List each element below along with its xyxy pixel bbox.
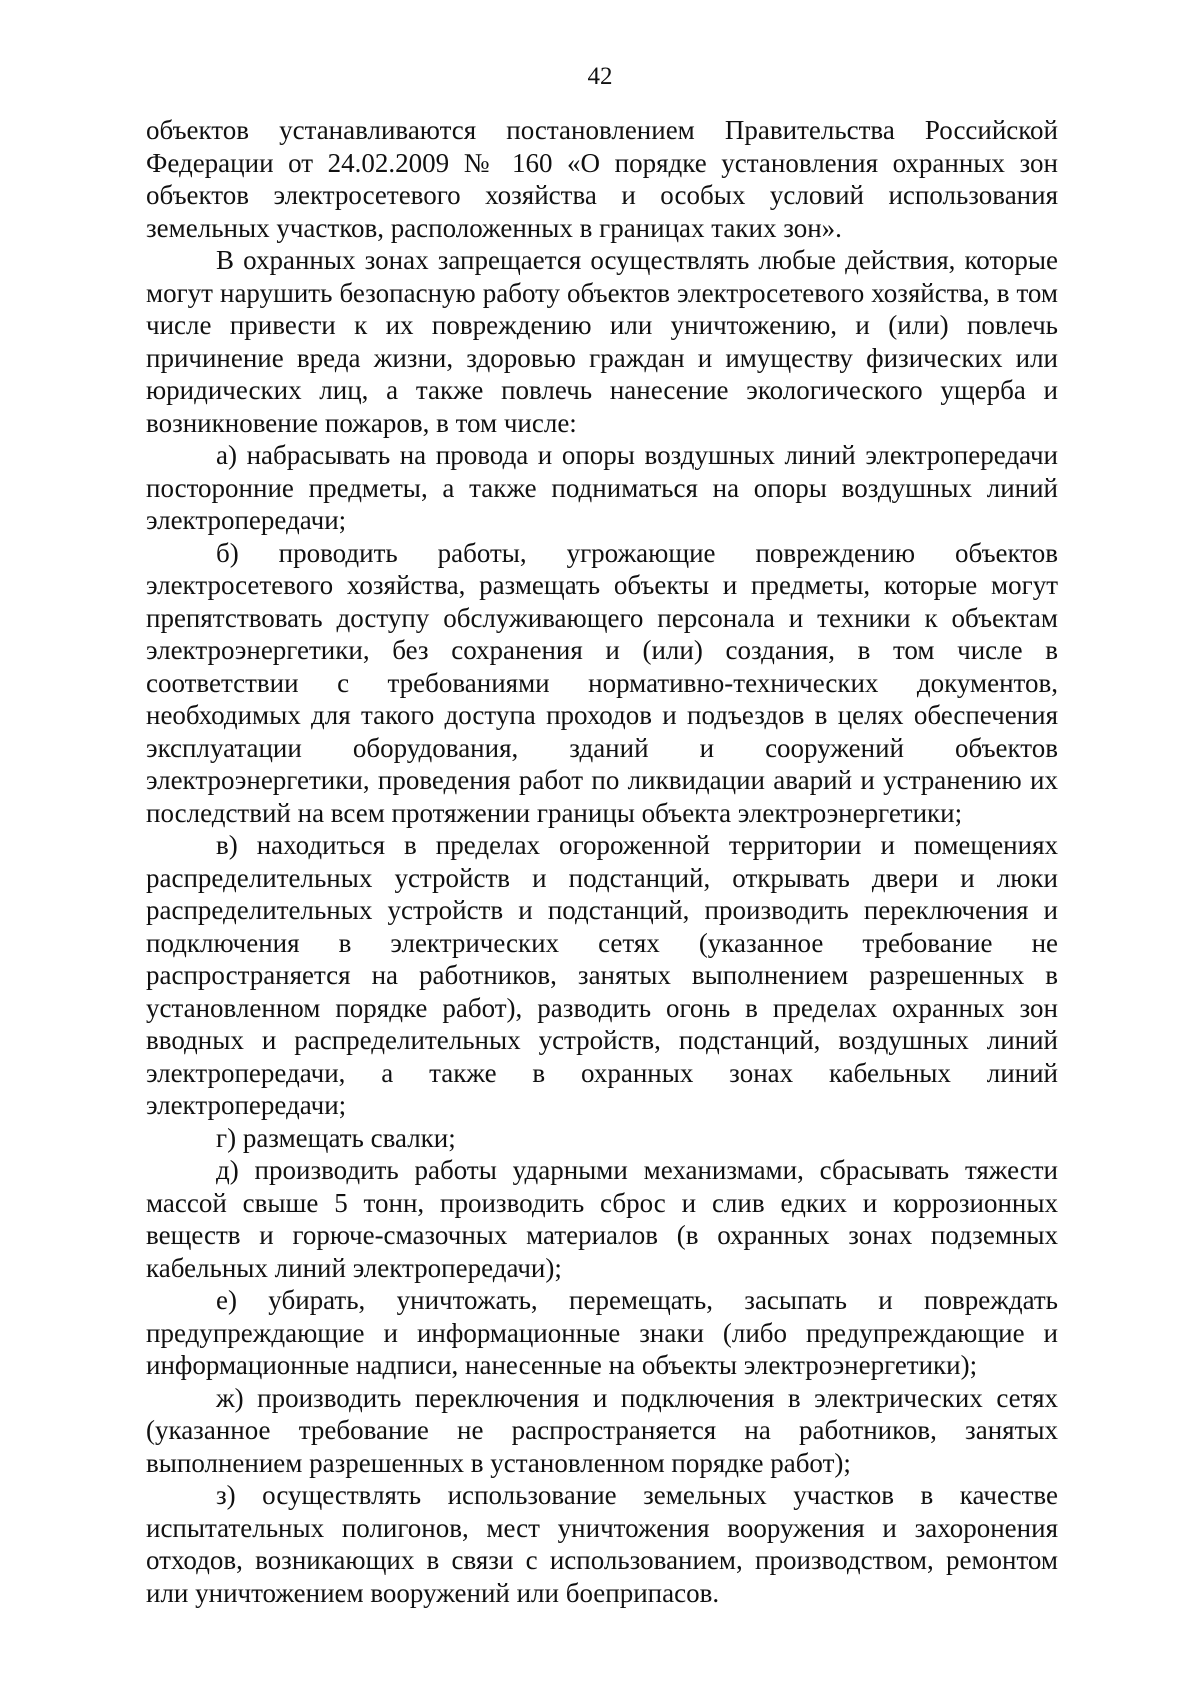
list-item-v: в) находиться в пределах огороженной территории и помещениях распределительных устройств и подстанций, открывать двери и люки распределительных устройств и подстанций, производить переключения и подключения в электрических сетях (указанное требование не распространяется на работников, занятых выполнением разрешенных в установленном порядке работ), разводить огонь в пределах охранных зон вводных и распределительных устройств, подстанций, воздушных линий электропередачи, а также в охранных зонах кабельных линий электропередачи; bbox=[146, 830, 1058, 1120]
list-item-d: д) производить работы ударными механизмами, сбрасывать тяжести массой свыше 5 тонн, производить сброс и слив едких и коррозионных веществ и горюче-смазочных материалов (в охранных зонах подземных кабельных линий электропередачи); bbox=[146, 1155, 1058, 1283]
list-item-e: е) убирать, уничтожать, перемещать, засыпать и повреждать предупреждающие и информационные знаки (либо предупреждающие и информационные надписи, нанесенные на объекты электроэнергетики); bbox=[146, 1285, 1058, 1380]
list-item-zh: ж) производить переключения и подключения в электрических сетях (указанное требование не распространяется на работников, занятых выполнением разрешенных в установленном порядке работ); bbox=[146, 1382, 1058, 1478]
list-item-z: з) осуществлять использование земельных участков в качестве испытательных полигонов, мест уничтожения вооружения и захоронения отходов, возникающих в связи с использованием, производством, ремонтом или уничтожением вооружений или боеприпасов. bbox=[146, 1480, 1058, 1608]
list-item-a: а) набрасывать на провода и опоры воздушных линий электропередачи посторонние предметы, а также подниматься на опоры воздушных линий электропередачи; bbox=[146, 440, 1058, 535]
document-body bbox=[146, 114, 1058, 1609]
list-item-b: б) проводить работы, угрожающие повреждению объектов электросетевого хозяйства, размещать объекты и предметы, которые могут препятствовать доступу обслуживающего персонала и техники к объектам электроэнергетики, без сохранения и (или) создания, в том числе в соответствии с требованиями нормативно-технических документов, необходимых для такого доступа проходов и подъездов в целях обеспечения эксплуатации оборудования, зданий и сооружений объектов электроэнергетики, проведения работ по ликвидации аварий и устранению их последствий на всем протяжении границы объекта электроэнергетики; bbox=[146, 537, 1058, 828]
list-item-g: г) размещать свалки; bbox=[216, 1122, 456, 1153]
paragraph-prohibitions-intro: В охранных зонах запрещается осуществлять любые действия, которые могут нарушить безопасную работу объектов электросетевого хозяйства, в том числе привести к их повреждению или уничтожению, и (или) повлечь причинение вреда жизни, здоровью граждан и имуществу физических или юридических лиц, а также повлечь нанесение экологического ущерба и возникновение пожаров, в том числе: bbox=[146, 245, 1058, 438]
paragraph-continuation: объектов устанавливаются постановлением Правительства Российской Федерации от 24.02.2009 № 160 «О порядке установления охранных зон объектов электросетевого хозяйства и особых условий использования земельных участков, расположенных в границах таких зон». bbox=[146, 115, 1058, 243]
page-number: 42 bbox=[587, 63, 613, 90]
